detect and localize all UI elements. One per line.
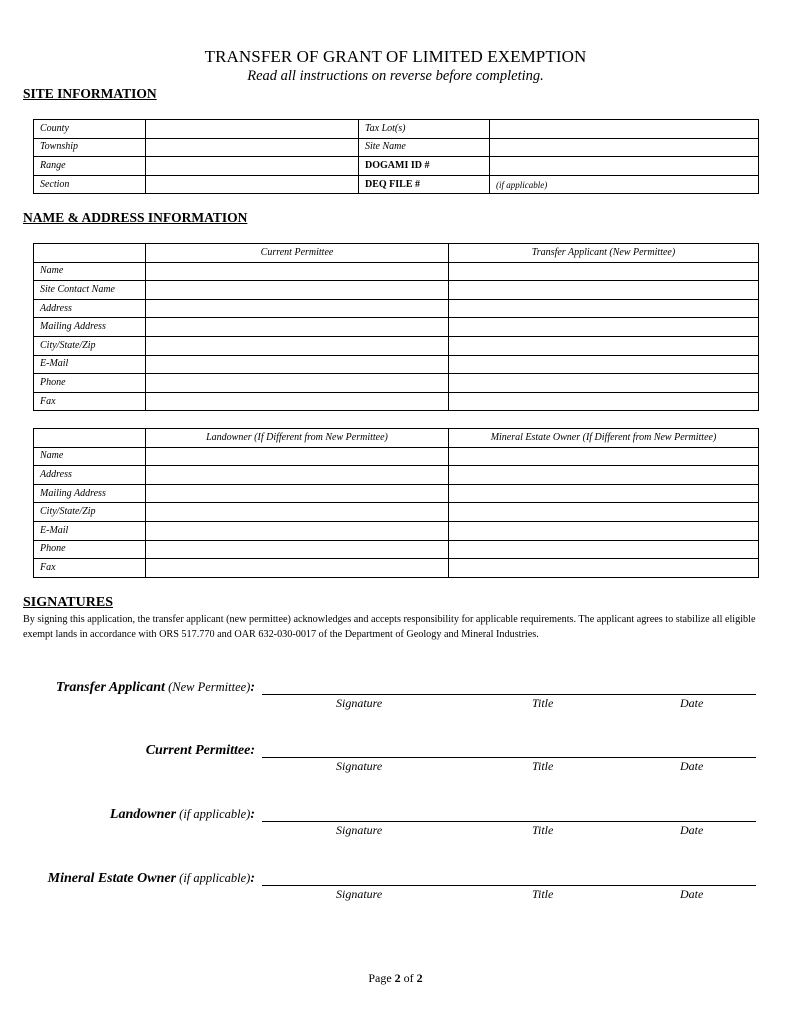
signature-block: [0, 680, 791, 720]
entry-field[interactable]: [449, 281, 759, 300]
site-right-field[interactable]: [490, 138, 759, 157]
signer-colon: :: [250, 871, 255, 886]
table-row: [34, 262, 759, 281]
entry-field[interactable]: [146, 262, 449, 281]
signature-label: [146, 743, 255, 759]
name-address-heading: NAME & ADDRESS INFORMATION: [23, 210, 248, 225]
entry-field[interactable]: [146, 374, 449, 393]
signature-caption: Signature: [336, 823, 383, 837]
table-row: [34, 466, 759, 485]
title-caption: Title: [532, 887, 554, 901]
entry-field[interactable]: [146, 466, 449, 485]
landowner-header: Landowner (If Different from New Permittee): [146, 429, 449, 448]
table-row: [34, 392, 759, 411]
signer-role: Landowner: [109, 807, 177, 822]
entry-field[interactable]: [449, 559, 759, 578]
signer-note: (New Permittee): [164, 680, 251, 694]
signature-line[interactable]: [262, 757, 756, 758]
signature-label: [48, 871, 255, 887]
signer-note: (if applicable): [176, 807, 251, 821]
row-label: Name: [34, 262, 146, 281]
site-right-field[interactable]: [490, 120, 759, 139]
current-permittee-header: Current Permittee: [146, 244, 449, 263]
entry-field[interactable]: [146, 447, 449, 466]
signer-role: Mineral Estate Owner: [47, 871, 177, 886]
row-label: Name: [34, 447, 146, 466]
table-row: [34, 355, 759, 374]
signer-colon: :: [250, 807, 255, 822]
signature-caption: Signature: [336, 759, 383, 773]
signatures-statement: By signing this application, the transfer applicant (new permittee) acknowledges and accepts responsibility for applicable requirements. The applicant agrees to stabilize all eligible exempt lands in accordance with ORS 517.770 and OAR 632-030-0017 of the Department of Geology and Mineral Industries.: [23, 614, 756, 640]
table-row: [34, 521, 759, 540]
permittee-table: [33, 243, 759, 411]
entry-field[interactable]: [146, 540, 449, 559]
site-right-field[interactable]: (if applicable): [490, 175, 759, 194]
entry-field[interactable]: [449, 447, 759, 466]
table-row: [34, 318, 759, 337]
page-title: TRANSFER OF GRANT OF LIMITED EXEMPTION: [204, 47, 587, 66]
row-label: City/State/Zip: [34, 336, 146, 355]
entry-field[interactable]: [146, 521, 449, 540]
signer-note: (if applicable): [176, 871, 251, 885]
table-row: [34, 336, 759, 355]
row-label: City/State/Zip: [34, 503, 146, 522]
entry-field[interactable]: [449, 299, 759, 318]
entry-field[interactable]: [449, 392, 759, 411]
site-right-label: Tax Lot(s): [359, 120, 490, 139]
row-label: Phone: [34, 374, 146, 393]
table-row: [34, 281, 759, 300]
site-row: [34, 120, 759, 139]
table-row: [34, 540, 759, 559]
page-current: 2: [394, 971, 401, 985]
page-total: 2: [416, 971, 423, 985]
site-right-label: DOGAMI ID #: [359, 157, 490, 176]
site-left-label: Range: [34, 157, 146, 176]
signature-line[interactable]: [262, 885, 756, 886]
site-left-label: Section: [34, 175, 146, 194]
row-label: Address: [34, 299, 146, 318]
entry-field[interactable]: [146, 299, 449, 318]
entry-field[interactable]: [449, 318, 759, 337]
table-row: [34, 299, 759, 318]
date-caption: Date: [680, 823, 704, 837]
signature-caption: Signature: [336, 887, 383, 901]
owner-table-corner: [34, 429, 146, 448]
site-row: [34, 157, 759, 176]
date-caption: Date: [680, 887, 704, 901]
row-label: E-Mail: [34, 355, 146, 374]
signature-line[interactable]: [262, 821, 756, 822]
row-label: Address: [34, 466, 146, 485]
table-row: [34, 484, 759, 503]
signatures-heading: SIGNATURES: [23, 595, 113, 610]
site-information-heading: SITE INFORMATION: [23, 86, 157, 101]
site-information-table: [33, 119, 759, 194]
mineral-estate-owner-header: Mineral Estate Owner (If Different from New Permittee): [449, 429, 759, 448]
site-row: [34, 175, 759, 194]
page-of: of: [400, 971, 417, 985]
signer-role: Transfer Applicant: [55, 680, 165, 695]
entry-field[interactable]: [449, 355, 759, 374]
row-label: Phone: [34, 540, 146, 559]
signer-role: Current Permittee: [145, 743, 251, 758]
entry-field[interactable]: [449, 466, 759, 485]
owner-table: [33, 428, 759, 578]
signer-colon: :: [250, 743, 255, 758]
signer-colon: :: [250, 680, 255, 695]
entry-field[interactable]: [449, 484, 759, 503]
title-caption: Title: [532, 823, 554, 837]
transfer-applicant-header: Transfer Applicant (New Permittee): [449, 244, 759, 263]
row-label: Fax: [34, 559, 146, 578]
signature-block: [0, 871, 791, 911]
table-row: [34, 447, 759, 466]
entry-field[interactable]: [146, 281, 449, 300]
table-row: [34, 374, 759, 393]
entry-field[interactable]: [146, 484, 449, 503]
signature-caption: Signature: [336, 696, 383, 710]
page-prefix: Page: [368, 971, 395, 985]
entry-field[interactable]: [449, 503, 759, 522]
entry-field[interactable]: [449, 336, 759, 355]
site-left-field[interactable]: [146, 138, 359, 157]
row-label: E-Mail: [34, 521, 146, 540]
date-caption: Date: [680, 759, 704, 773]
signature-block: [0, 807, 791, 847]
entry-field[interactable]: [146, 336, 449, 355]
row-label: Site Contact Name: [34, 281, 146, 300]
site-left-label: County: [34, 120, 146, 139]
signature-line[interactable]: [262, 694, 756, 695]
site-left-field[interactable]: [146, 120, 359, 139]
row-label: Mailing Address: [34, 484, 146, 503]
permittee-table-corner: [34, 244, 146, 263]
site-left-field[interactable]: [146, 157, 359, 176]
site-right-field[interactable]: [490, 157, 759, 176]
signature-label: [110, 807, 255, 823]
entry-field[interactable]: [146, 318, 449, 337]
site-left-field[interactable]: [146, 175, 359, 194]
entry-field[interactable]: [146, 392, 449, 411]
entry-field[interactable]: [146, 559, 449, 578]
row-label: Mailing Address: [34, 318, 146, 337]
entry-field[interactable]: [449, 521, 759, 540]
signature-label: [56, 680, 255, 696]
entry-field[interactable]: [449, 374, 759, 393]
site-left-label: Township: [34, 138, 146, 157]
title-caption: Title: [532, 759, 554, 773]
entry-field[interactable]: [449, 540, 759, 559]
title-caption: Title: [532, 696, 554, 710]
entry-field[interactable]: [449, 262, 759, 281]
date-caption: Date: [680, 696, 704, 710]
row-label: Fax: [34, 392, 146, 411]
site-right-label: Site Name: [359, 138, 490, 157]
entry-field[interactable]: [146, 355, 449, 374]
signature-block: [0, 743, 791, 783]
site-row: [34, 138, 759, 157]
page-footer: [0, 971, 791, 986]
entry-field[interactable]: [146, 503, 449, 522]
site-right-label: DEQ FILE #: [359, 175, 490, 194]
page-subtitle: Read all instructions on reverse before completing.: [247, 68, 544, 84]
table-row: [34, 503, 759, 522]
table-row: [34, 559, 759, 578]
